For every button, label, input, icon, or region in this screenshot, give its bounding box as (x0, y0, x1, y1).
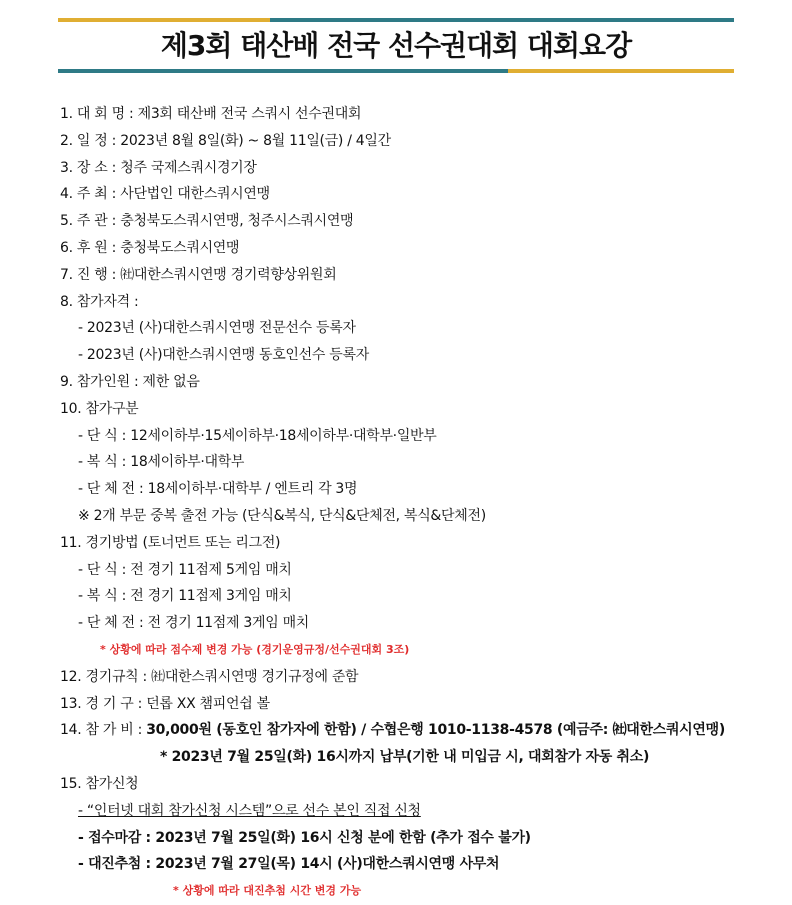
item-venue: 3. 장 소 : 청주 국제스쿼시경기장 (60, 159, 257, 176)
format-note: * 상황에 따라 점수제 변경 가능 (경기운영규정/선수권대회 3조) (100, 642, 410, 656)
item-eligibility: 8. 참가자격 : (60, 293, 139, 310)
item-organizer: 5. 주 관 : 충청북도스쿼시연맹, 청주시스쿼시연맹 (60, 213, 354, 230)
item-operation: 7. 진 행 : ㈳대한스쿼시연맹 경기력향상위원회 (60, 266, 337, 283)
item-sponsor: 6. 후 원 : 충청북도스쿼시연맹 (60, 239, 240, 256)
header-bar-top-gold (58, 18, 270, 22)
registration-method: - “인터넷 대회 참가신청 시스템”으로 선수 본인 직접 신청 (78, 802, 421, 819)
draw-note: * 상황에 따라 대진추첨 시간 변경 가능 (173, 884, 362, 898)
fee-detail: 30,000원 (동호인 참가자에 한함) / 수협은행 1010-1138-4578 (예금주: ㈳대한스쿼시연맹) (146, 722, 725, 739)
draw-schedule: - 대진추첨 : 2023년 7월 27일(목) 14시 (사)대한스쿼시연맹 사무처 (78, 856, 500, 873)
eligibility-amateur: - 2023년 (사)대한스쿼시연맹 동호인선수 등록자 (78, 347, 369, 364)
item-format: 11. 경기방법 (토너먼트 또는 리그전) (60, 534, 281, 551)
item-registration: 15. 참가신청 (60, 775, 139, 792)
header-bar-bottom-gold (508, 69, 734, 73)
item-event-name: 1. 대 회 명 : 제3회 태산배 전국 스쿼시 선수권대회 (60, 106, 362, 122)
item-divisions: 10. 참가구분 (60, 400, 139, 417)
item-schedule: 2. 일 정 : 2023년 8월 8일(화) ~ 8월 11일(금) / 4일간 (60, 132, 391, 149)
page-title: 제3회 태산배 전국 선수권대회 대회요강 (160, 29, 632, 62)
item-participants: 9. 참가인원 : 제한 없음 (60, 373, 200, 390)
item-host: 4. 주 최 : 사단법인 대한스쿼시연맹 (60, 186, 270, 203)
fee-deadline-note: * 2023년 7월 25일(화) 16시까지 납부(기한 내 미입금 시, 대회참가 자동 취소) (160, 749, 650, 766)
format-singles: - 단 식 : 전 경기 11점제 5게임 매치 (78, 561, 292, 578)
fee-label: 14. 참 가 비 : (60, 722, 147, 739)
format-doubles: - 복 식 : 전 경기 11점제 3게임 매치 (78, 588, 292, 605)
division-doubles: - 복 식 : 18세이하부·대학부 (78, 454, 245, 471)
item-fee (60, 717, 780, 744)
division-note: ※ 2개 부문 중복 출전 가능 (단식&복식, 단식&단체전, 복식&단체전) (78, 507, 486, 524)
division-team: - 단 체 전 : 18세이하부·대학부 / 엔트리 각 3명 (78, 481, 358, 498)
item-ball: 13. 경 기 구 : 던롭 XX 챔피언쉽 볼 (60, 695, 270, 712)
registration-deadline: - 접수마감 : 2023년 7월 25일(화) 16시 신청 분에 한함 (추가 접수 불가) (78, 829, 531, 846)
format-team: - 단 체 전 : 전 경기 11점제 3게임 매치 (78, 615, 310, 632)
document-body (60, 101, 780, 905)
item-rules: 12. 경기규칙 : ㈳대한스쿼시연맹 경기규정에 준함 (60, 668, 359, 685)
eligibility-pro: - 2023년 (사)대한스쿼시연맹 전문선수 등록자 (78, 320, 356, 337)
division-singles: - 단 식 : 12세이하부·15세이하부·18세이하부·대학부·일반부 (78, 427, 437, 444)
